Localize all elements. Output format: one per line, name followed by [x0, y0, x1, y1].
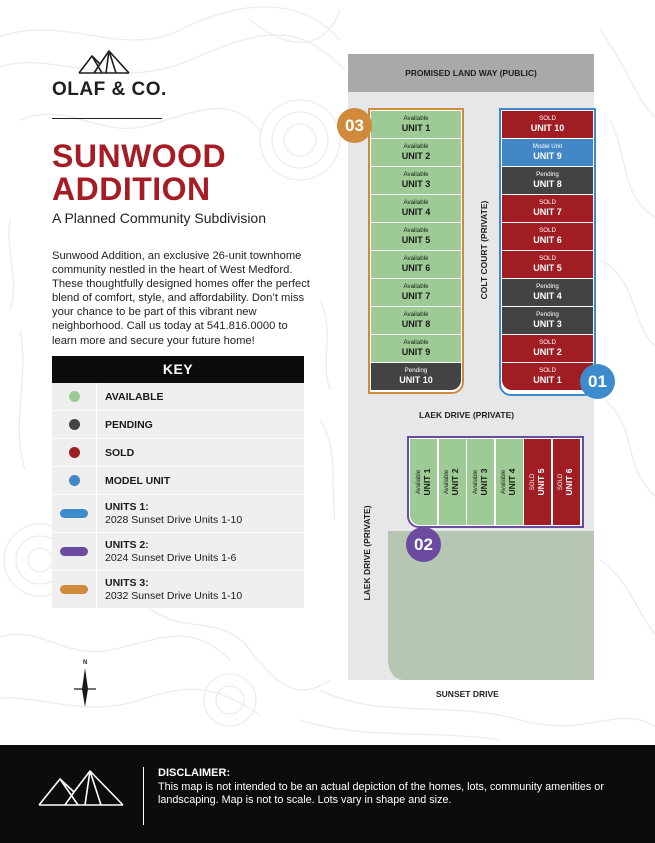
building2-lot[interactable] — [439, 439, 466, 525]
building3-lot[interactable] — [371, 223, 461, 250]
building-3-badge: 03 — [337, 108, 372, 143]
key-label: SOLD — [105, 446, 135, 459]
brand-name: OLAF & CO. — [52, 79, 167, 100]
lot-unit: UNIT 9 — [401, 347, 431, 357]
building-outline-icon — [60, 585, 88, 594]
lot-unit: UNIT 8 — [533, 179, 562, 189]
building3-lot[interactable] — [371, 251, 461, 278]
lot-status: Available — [472, 469, 479, 495]
lot-unit: UNIT 1 — [533, 375, 562, 385]
building2-lot[interactable] — [496, 439, 523, 525]
lot-unit: UNIT 5 — [535, 468, 546, 496]
lot-unit: UNIT 7 — [533, 207, 562, 217]
building-outline-icon — [60, 547, 88, 556]
lot-unit: UNIT 2 — [401, 151, 431, 161]
building1-lot[interactable] — [502, 111, 593, 138]
north-arrow-icon — [71, 659, 101, 711]
building-2-badge: 02 — [406, 527, 441, 562]
compass-label: N — [83, 660, 88, 666]
lot-status: Available — [403, 227, 429, 234]
building3-lot[interactable] — [371, 363, 461, 390]
key-building-title: UNITS 1: — [105, 501, 149, 513]
lot-status: Available — [444, 469, 450, 495]
lot-status: Available — [403, 283, 429, 290]
key-label: PENDING — [105, 418, 153, 431]
key-building-address: 2024 Sunset Drive Units 1-6 — [105, 552, 237, 564]
lot-status: SOLD — [558, 473, 564, 491]
status-dot-icon — [69, 447, 80, 458]
lot-status: Pending — [536, 283, 559, 290]
description-paragraph: Sunwood Addition, an exclusive 26-unit townhome community nestled in the heart of West Medford. These thoughtfully designed homes offer the perfect blend of comfort, style, and affordability. Don’t miss your chance to be part of this vibrant new neighborhood. Call us today at 541.816.0000 to learn more and secure your future home! — [52, 250, 310, 347]
lot-unit: UNIT 1 — [421, 468, 432, 496]
road-sunset-drive: SUNSET DRIVE — [436, 689, 499, 699]
building1-lot[interactable] — [502, 363, 593, 390]
building3-lot[interactable] — [371, 195, 461, 222]
lot-status: Available — [403, 199, 429, 206]
lot-status: Available — [403, 171, 429, 178]
building3-lot[interactable] — [371, 335, 461, 362]
mountain-lines-logo-icon — [38, 770, 124, 806]
lot-unit: UNIT 6 — [533, 235, 562, 245]
lot-unit: UNIT 4 — [507, 468, 517, 496]
map-key — [52, 356, 304, 609]
lot-status: Available — [501, 469, 507, 495]
disclaimer-text: This map is not intended to be an actual depiction of the homes, lots, community amenities or landscaping. Map is not to scale. Lots vary in shape and size. — [158, 781, 604, 806]
key-row-available — [52, 383, 304, 411]
header-divider — [52, 118, 162, 119]
key-row-units-2 — [52, 533, 304, 571]
key-heading: KEY — [52, 356, 304, 383]
lot-unit: UNIT 2 — [450, 468, 460, 496]
lot-status: Pending — [404, 367, 428, 374]
lot-unit: UNIT 5 — [533, 263, 562, 273]
building1-lot[interactable] — [502, 167, 593, 194]
key-building-address: 2028 Sunset Drive Units 1-10 — [105, 514, 243, 526]
key-building-address: 2032 Sunset Drive Units 1-10 — [105, 590, 243, 602]
building1-lot[interactable] — [502, 223, 593, 250]
key-row-pending — [52, 411, 304, 439]
key-building-title: UNITS 3: — [105, 577, 149, 589]
lot-unit: UNIT 3 — [533, 319, 562, 329]
lot-status: SOLD — [539, 255, 556, 262]
key-building-title: UNITS 2: — [105, 539, 149, 551]
road-promised-land-way: PROMISED LAND WAY (PUBLIC) — [348, 54, 594, 92]
lot-status: SOLD — [539, 115, 556, 122]
lot-status: SOLD — [539, 199, 556, 206]
lot-unit: UNIT 4 — [533, 291, 562, 301]
road-colt-court: COLT COURT (PRIVATE) — [479, 200, 489, 300]
lot-status: Available — [403, 115, 429, 122]
mountain-lines-logo-icon — [78, 50, 130, 74]
key-label: MODEL UNIT — [105, 474, 171, 487]
building3-lot[interactable] — [371, 307, 461, 334]
lot-status: Pending — [536, 311, 559, 318]
building1-lot[interactable] — [502, 195, 593, 222]
lot-unit: UNIT 10 — [530, 123, 565, 133]
disclaimer-title: DISCLAIMER: — [158, 767, 231, 779]
lot-status: Available — [415, 469, 422, 495]
footer-divider — [143, 767, 144, 825]
lot-unit: UNIT 3 — [401, 179, 431, 189]
building1-lot[interactable] — [502, 335, 593, 362]
lot-unit: UNIT 6 — [564, 468, 574, 496]
lot-unit: UNIT 7 — [401, 291, 431, 301]
lot-status: Pending — [536, 171, 559, 178]
lot-status: SOLD — [539, 227, 556, 234]
building2-lot[interactable] — [524, 439, 551, 525]
building1-lot[interactable] — [502, 251, 593, 278]
lot-unit: UNIT 5 — [401, 235, 431, 245]
key-row-sold — [52, 439, 304, 467]
building-1-badge: 01 — [580, 364, 615, 399]
page-title-line2: ADDITION — [52, 171, 211, 207]
key-label: AVAILABLE — [105, 390, 164, 403]
building2-lot[interactable] — [467, 439, 494, 525]
status-dot-icon — [69, 391, 80, 402]
lot-status: SOLD — [539, 367, 556, 374]
lot-status: Available — [403, 311, 429, 318]
building1-lot[interactable] — [502, 307, 593, 334]
key-row-units-1 — [52, 495, 304, 533]
key-row-model-unit — [52, 467, 304, 495]
building3-lot[interactable] — [371, 139, 461, 166]
building1-lot[interactable] — [502, 139, 593, 166]
building3-lot[interactable] — [371, 167, 461, 194]
page-subtitle: A Planned Community Subdivision — [52, 210, 267, 226]
lot-unit: UNIT 9 — [533, 151, 562, 161]
lot-unit: UNIT 1 — [401, 123, 431, 133]
building1-lot[interactable] — [502, 279, 593, 306]
building-outline-icon — [60, 509, 88, 518]
lot-unit: UNIT 6 — [401, 263, 431, 273]
green-space — [348, 531, 594, 680]
lot-unit: UNIT 2 — [533, 347, 562, 357]
lot-status: Available — [403, 339, 429, 346]
lot-unit: UNIT 10 — [399, 375, 433, 385]
building2-lot[interactable] — [410, 439, 437, 525]
lot-status: Model Unit — [532, 143, 563, 150]
building3-lot[interactable] — [371, 111, 461, 138]
lot-status: SOLD — [539, 339, 556, 346]
lot-unit: UNIT 4 — [401, 207, 431, 217]
key-row-units-3 — [52, 571, 304, 609]
lot-status: SOLD — [529, 473, 536, 491]
lot-unit: UNIT 8 — [401, 319, 431, 329]
road-laek-drive-vertical: LAEK DRIVE (PRIVATE) — [362, 505, 372, 601]
lot-status: Available — [403, 255, 429, 262]
status-dot-icon — [69, 419, 80, 430]
lot-status: Available — [403, 143, 429, 150]
building2-lot[interactable] — [553, 439, 580, 525]
lot-unit: UNIT 3 — [478, 468, 489, 496]
road-laek-drive-horizontal: LAEK DRIVE (PRIVATE) — [419, 410, 515, 420]
building3-lot[interactable] — [371, 279, 461, 306]
status-dot-icon — [69, 475, 80, 486]
page-title-line1: SUNWOOD — [52, 138, 227, 174]
